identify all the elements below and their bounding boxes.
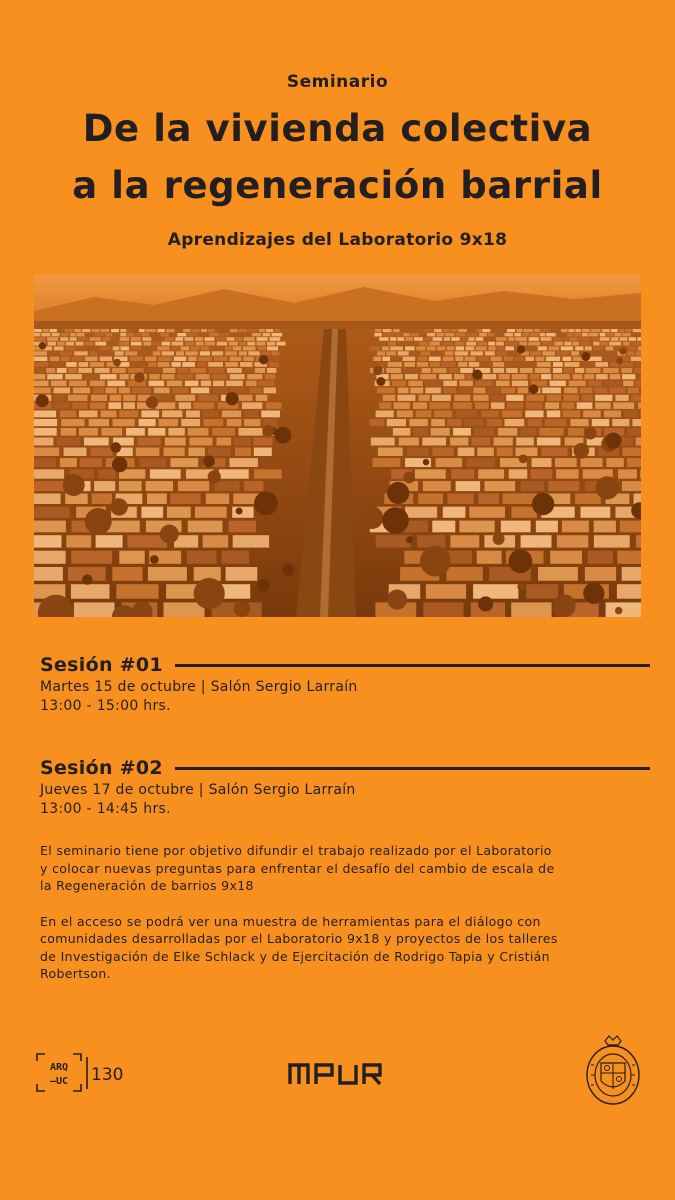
- session-02-title: Sesión #02: [40, 757, 163, 779]
- eyebrow-label: Seminario: [286, 72, 389, 92]
- arq-uc-130-logo: [35, 1053, 130, 1093]
- svg-text:–UC: –UC: [49, 1076, 69, 1087]
- mpur-logo: [288, 1062, 383, 1086]
- page-title: [0, 100, 675, 214]
- session-01: [40, 652, 650, 716]
- title-line-1: De la vivienda colectiva: [82, 107, 593, 150]
- subtitle: Aprendizajes del Laboratorio 9x18: [167, 230, 508, 250]
- description: [40, 842, 560, 1001]
- session-02: [40, 755, 650, 819]
- session-01-date-place: Martes 15 de octubre | Salón Sergio Larraín: [40, 679, 358, 695]
- session-02-date-place: Jueves 17 de octubre | Salón Sergio Larraín: [40, 782, 356, 798]
- session-01-divider: [175, 664, 650, 667]
- svg-text:· · · · · ·: · · · · · ·: [606, 1099, 620, 1104]
- svg-text:130: 130: [91, 1065, 124, 1085]
- session-02-divider: [175, 767, 650, 770]
- session-02-time: 13:00 - 14:45 hrs.: [40, 801, 171, 817]
- description-paragraph-2: En el acceso se podrá ver una muestra de herramientas para el diálogo con comunidades desarrolladas por el Laboratorio 9x18 y proyectos de los talleres de Investigación de Elke Schlack y de Ejercitación de Rodrigo Tapia y Cristián Robertson.: [40, 913, 558, 981]
- title-line-2: a la regeneración barrial: [72, 164, 603, 207]
- session-01-title: Sesión #01: [40, 654, 163, 676]
- description-paragraph-1: El seminario tiene por objetivo difundir el trabajo realizado por el Laboratorio y colocar nuevas preguntas para enfrentar el desafío del cambio de escala de la Regeneración de barrios 9x18: [40, 843, 555, 893]
- svg-text:ARQ: ARQ: [49, 1062, 69, 1073]
- aerial-neighborhood-photo: [34, 275, 641, 617]
- university-seal-logo: [585, 1035, 641, 1107]
- session-01-time: 13:00 - 15:00 hrs.: [40, 698, 171, 714]
